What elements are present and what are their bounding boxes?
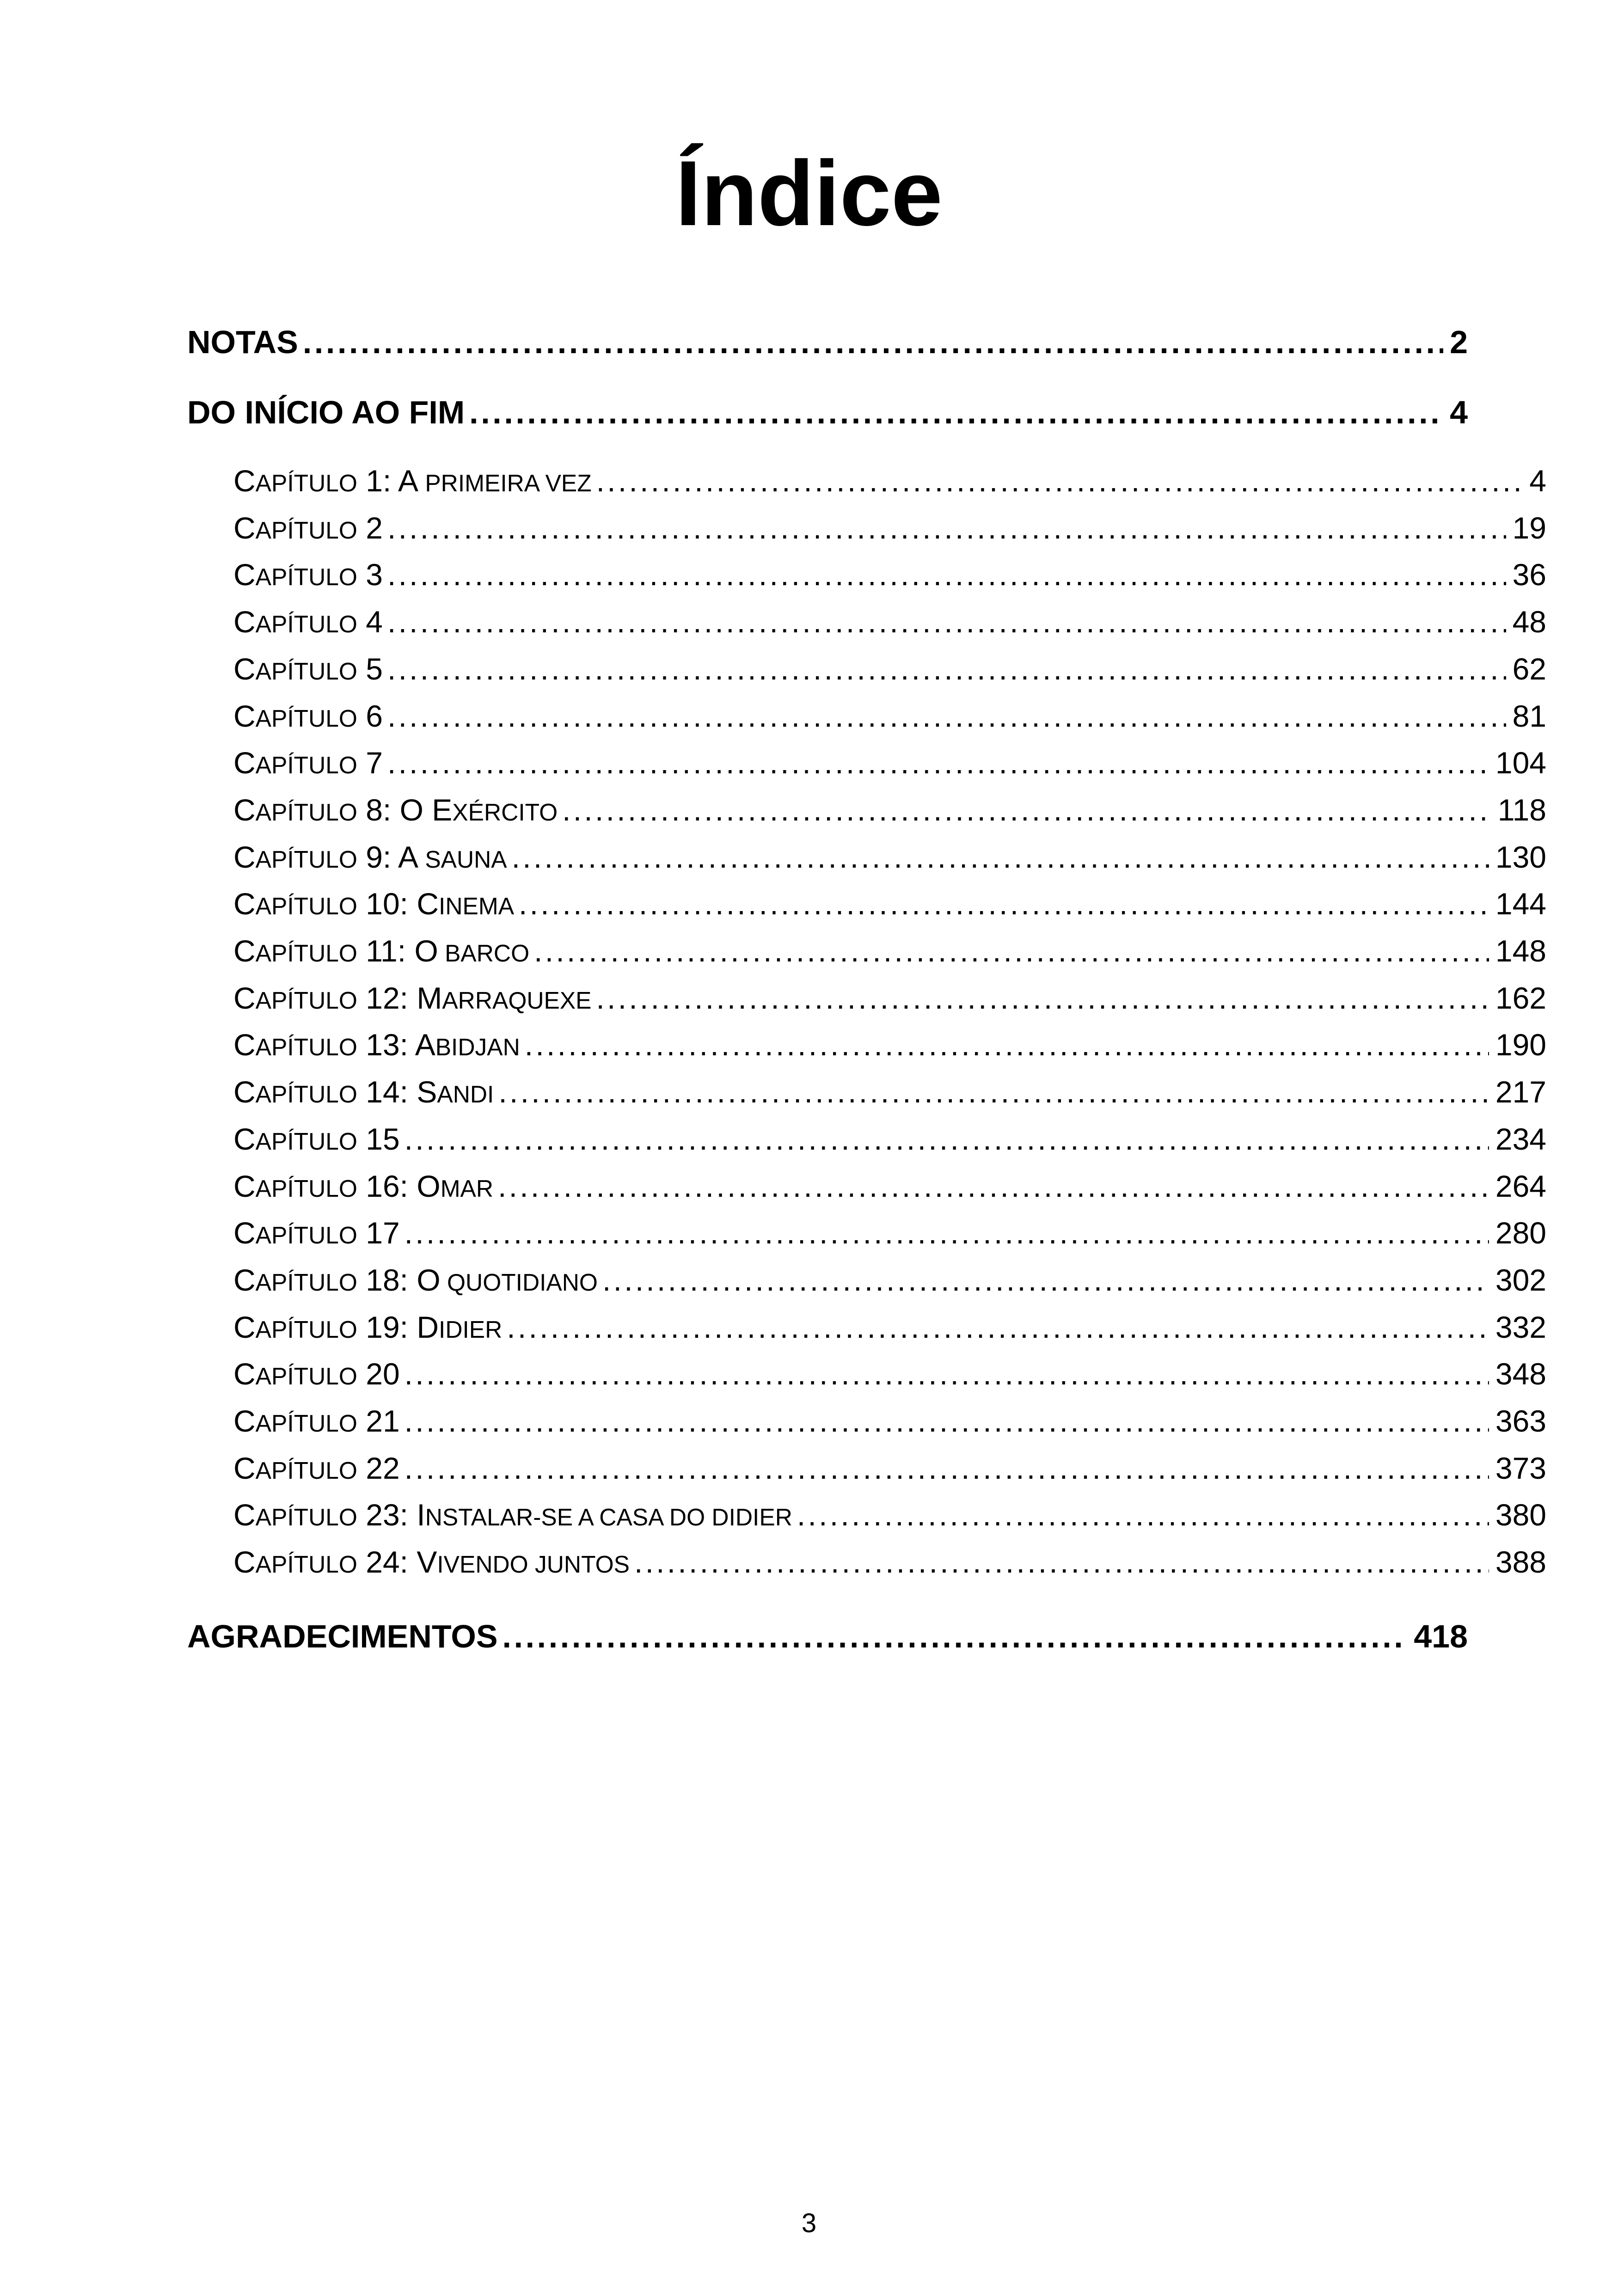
toc-chapter-label-part: 17 [357, 1216, 400, 1250]
toc-chapter-label-part: APÍTULO [255, 611, 357, 638]
toc-chapter-label-part: A [398, 464, 419, 498]
dot-leader [634, 1539, 1489, 1585]
toc-chapter-page: 280 [1495, 1216, 1546, 1250]
dot-leader [797, 1492, 1489, 1538]
toc-entry-page: 418 [1414, 1618, 1468, 1654]
toc-chapter-label-part: 21 [357, 1404, 400, 1438]
dot-leader [404, 1398, 1489, 1444]
toc-chapter-label [233, 551, 383, 600]
toc-chapter-label-part: O [417, 1169, 441, 1203]
dot-leader [534, 928, 1489, 974]
toc-chapter-label-part: 12: [357, 980, 417, 1015]
toc-chapter-page: 302 [1495, 1262, 1546, 1297]
toc-chapter-entry[interactable] [233, 551, 1546, 600]
toc-chapter-label-part: O [417, 1262, 441, 1297]
toc-chapter-label-part: D [417, 1310, 439, 1344]
dot-leader [387, 693, 1506, 739]
toc-chapter-label-part: 11: [357, 934, 415, 968]
toc-chapter-page: 264 [1495, 1169, 1546, 1203]
toc-entry-label: NOTAS [187, 324, 298, 360]
toc-chapter-label-part: APÍTULO [255, 563, 357, 591]
toc-chapter-label [233, 975, 592, 1023]
toc-chapter-label-part: APÍTULO [255, 845, 357, 873]
toc-chapter-label [233, 1492, 792, 1540]
toc-chapter-page: 190 [1495, 1028, 1546, 1062]
toc-chapter-label-part: 24: [357, 1545, 417, 1580]
toc-chapter-label-part: C [233, 510, 256, 545]
toc-chapter-label-part: 16: [357, 1169, 417, 1203]
toc-chapter-label-part: C [233, 1310, 256, 1344]
dot-leader [498, 1069, 1489, 1115]
dot-leader [507, 1304, 1489, 1350]
toc-chapter-label [233, 458, 592, 506]
toc-chapter-label [233, 1022, 520, 1070]
toc-chapter-label-part: 9: [357, 839, 398, 874]
toc-chapter-label-part: C [233, 557, 256, 592]
toc-chapter-label-part: APÍTULO [255, 704, 357, 732]
toc-chapter-label-part: C [233, 1216, 256, 1250]
toc-chapter-label-part: INEMA [439, 893, 515, 920]
toc-chapter-entry[interactable] [233, 646, 1546, 694]
toc-chapter-label-part: 3 [357, 557, 383, 592]
toc-chapter-label-part: C [233, 605, 256, 639]
dot-leader [387, 646, 1506, 692]
toc-chapter-label-part: APÍTULO [255, 1081, 357, 1108]
toc-chapter-label-part: APÍTULO [255, 1504, 357, 1531]
toc-entry-page: 4 [1450, 394, 1468, 430]
dot-leader [387, 505, 1506, 551]
toc-chapter-entry[interactable] [233, 834, 1546, 882]
toc-chapter-label [233, 1210, 400, 1258]
toc-chapter-page: 62 [1512, 651, 1546, 686]
dot-leader [469, 389, 1443, 435]
toc-chapter-label-part: 23: [357, 1498, 417, 1532]
toc-chapter-page: 118 [1497, 792, 1546, 827]
toc-chapter-label-part: APÍTULO [255, 1363, 357, 1390]
toc-chapter-entry[interactable] [233, 1351, 1546, 1399]
toc-chapter-label [233, 881, 514, 929]
toc-chapter-page: 36 [1512, 557, 1546, 592]
toc-chapter-label-part: APÍTULO [255, 516, 357, 544]
toc-chapter-label-part: C [233, 1121, 256, 1156]
toc-chapter-label-part: C [233, 887, 256, 921]
toc-chapter-label [233, 928, 529, 976]
toc-chapter-label-part: C [233, 1357, 256, 1391]
toc-chapter-page: 130 [1495, 839, 1546, 874]
toc-chapter-page: 162 [1495, 980, 1546, 1015]
toc-chapter-page: 380 [1495, 1498, 1546, 1532]
toc-chapter-label-part: C [233, 1545, 256, 1580]
dot-leader [602, 1257, 1489, 1303]
toc-chapter-label-part: C [233, 980, 256, 1015]
toc-chapter-label-part: C [233, 1262, 256, 1297]
toc-chapter-label-part: C [233, 651, 256, 686]
dot-leader [503, 1613, 1408, 1659]
toc-chapter-label-part: I [417, 1498, 425, 1532]
dot-leader [498, 1163, 1489, 1209]
toc-chapter-label [233, 834, 507, 882]
dot-leader [387, 551, 1506, 598]
toc-chapter-entry[interactable] [233, 1210, 1546, 1258]
toc-chapter-page: 217 [1495, 1075, 1546, 1109]
toc-chapter-label-part: 18: [357, 1262, 417, 1297]
toc-chapter-label-part: APÍTULO [255, 1551, 357, 1578]
toc-chapter-label-part: C [233, 792, 256, 827]
toc-chapter-entry[interactable] [233, 975, 1546, 1023]
toc-chapter-page: 4 [1529, 464, 1546, 498]
toc-chapter-label-part: C [233, 1404, 256, 1438]
toc-chapter-label-part: 13: [357, 1028, 415, 1062]
toc-chapter-label [233, 1351, 400, 1399]
dot-leader [303, 319, 1443, 365]
toc-entry-page: 2 [1450, 324, 1468, 360]
toc-chapter-label-part: 4 [357, 605, 383, 639]
toc-chapter-label-part: C [233, 698, 256, 733]
toc-chapter-label-part: 20 [357, 1357, 400, 1391]
page-title: Índice [675, 142, 943, 245]
toc-chapter-label-part: MAR [440, 1175, 494, 1202]
toc-chapter-page: 332 [1495, 1310, 1546, 1344]
toc-chapter-label [233, 646, 383, 694]
toc-chapter-label [233, 1445, 400, 1494]
toc-chapter-label-part: C [233, 746, 256, 780]
toc-chapter-page: 104 [1495, 746, 1546, 780]
toc-chapter-label [233, 1304, 502, 1353]
dot-leader [404, 1116, 1489, 1162]
toc-chapter-label [233, 787, 558, 835]
toc-chapter-entry[interactable] [233, 1116, 1546, 1164]
dot-leader [562, 787, 1491, 833]
toc-chapter-entry[interactable] [233, 1304, 1546, 1353]
toc-chapter-label-part: APÍTULO [255, 1175, 357, 1202]
toc-chapter-label-part: QUOTIDIANO [440, 1268, 598, 1296]
toc-chapter-label-part: APÍTULO [255, 986, 357, 1014]
toc-chapter-label [233, 1116, 400, 1164]
page-number: 3 [801, 2208, 817, 2238]
toc-chapter-page: 19 [1512, 510, 1546, 545]
toc-chapter-label-part: 19: [357, 1310, 417, 1344]
toc-chapter-label-part: C [233, 1028, 256, 1062]
toc-chapter-label-part: 6 [357, 698, 383, 733]
dot-leader [404, 1445, 1489, 1491]
toc-chapter-label-part: APÍTULO [255, 1034, 357, 1061]
toc-chapter-page: 388 [1495, 1545, 1546, 1580]
toc-chapter-label-part: 14: [357, 1075, 417, 1109]
toc-chapter-entry[interactable] [233, 599, 1546, 647]
toc-chapter-entry[interactable] [233, 1492, 1546, 1540]
toc-chapter-label [233, 599, 383, 647]
toc-chapter-label-part: BARCO [438, 940, 530, 967]
toc-chapter-entry[interactable] [233, 1539, 1546, 1587]
toc-chapter-page: 348 [1495, 1357, 1546, 1391]
toc-chapter-label [233, 1257, 598, 1305]
toc-chapter-entry[interactable] [233, 1398, 1546, 1446]
toc-chapter-label [233, 1069, 494, 1117]
toc-chapter-label-part: V [417, 1545, 437, 1580]
toc-entry-label: DO INÍCIO AO FIM [187, 394, 465, 430]
toc-entry-agradecimentos[interactable] [187, 1613, 1468, 1659]
dot-leader [387, 599, 1506, 645]
toc-chapter-entry[interactable] [233, 1445, 1546, 1494]
toc-chapter-entry[interactable] [233, 740, 1546, 788]
toc-chapter-label-part: APÍTULO [255, 893, 357, 920]
dot-leader [404, 1351, 1489, 1397]
toc-chapter-label-part: S [417, 1075, 437, 1109]
toc-chapter-label-part: C [233, 1169, 256, 1203]
toc-chapter-entry[interactable] [233, 1163, 1546, 1212]
toc-chapter-page: 363 [1495, 1404, 1546, 1438]
toc-chapter-label-part: APÍTULO [255, 1222, 357, 1249]
toc-chapter-label-part: IVENDO JUNTOS [437, 1551, 630, 1578]
toc-chapter-entry[interactable] [233, 1257, 1546, 1305]
dot-leader [596, 458, 1523, 504]
toc-chapter-label-part: A [415, 1028, 435, 1062]
toc-chapter-label [233, 1539, 630, 1587]
toc-chapter-label-part: C [233, 1075, 256, 1109]
dot-leader [512, 834, 1489, 880]
toc-chapter-label-part: O [414, 934, 438, 968]
toc-chapter-label-part: XÉRCITO [452, 798, 558, 826]
toc-chapter-label-part: APÍTULO [255, 1127, 357, 1155]
toc-entry-notas[interactable] [187, 319, 1468, 365]
toc-chapter-label-part: C [233, 464, 256, 498]
toc-chapter-label-part: APÍTULO [255, 798, 357, 826]
toc-chapter-page: 81 [1512, 698, 1546, 733]
dot-leader [519, 881, 1489, 927]
dot-leader [596, 975, 1489, 1021]
dot-leader [404, 1210, 1489, 1256]
toc-chapter-page: 144 [1495, 887, 1546, 921]
toc-chapter-page: 148 [1495, 934, 1546, 968]
toc-entry-inicio[interactable] [187, 389, 1468, 435]
toc-chapter-label-part: C [233, 839, 256, 874]
toc-chapter-label-part: C [233, 934, 256, 968]
toc-chapter-label-part: APÍTULO [255, 1316, 357, 1343]
toc-chapter-entry[interactable] [233, 505, 1546, 553]
toc-chapter-label-part: 7 [357, 746, 383, 780]
toc-chapter-entry[interactable] [233, 928, 1546, 976]
toc-chapter-label-part: C [233, 1498, 256, 1532]
toc-chapter-label-part: ANDI [437, 1081, 494, 1108]
toc-chapter-label [233, 693, 383, 741]
toc-chapter-entry[interactable] [233, 1022, 1546, 1070]
toc-chapter-label-part: 10: [357, 887, 417, 921]
toc-chapter-label-part: APÍTULO [255, 940, 357, 967]
toc-chapter-page: 373 [1495, 1451, 1546, 1485]
toc-chapter-label-part: BIDJAN [435, 1034, 520, 1061]
toc-chapter-label-part: ARRAQUEXE [442, 986, 592, 1014]
dot-leader [387, 740, 1489, 786]
toc-chapter-page: 48 [1512, 605, 1546, 639]
toc-chapter-label-part: IDIER [439, 1316, 503, 1343]
toc-chapter-label-part: 5 [357, 651, 383, 686]
toc-chapter-label-part: PRIMEIRA VEZ [418, 470, 592, 496]
toc-chapter-label [233, 740, 383, 788]
toc-chapter-label-part: APÍTULO [255, 1457, 357, 1484]
toc-chapter-entry[interactable] [233, 881, 1546, 929]
toc-chapter-label-part: APÍTULO [255, 657, 357, 685]
toc-chapter-entry[interactable] [233, 693, 1546, 741]
toc-chapter-label-part: O E [399, 792, 453, 827]
toc-chapter-label-part: 2 [357, 510, 383, 545]
toc-chapter-label-part: APÍTULO [255, 1268, 357, 1296]
toc-entry-label: AGRADECIMENTOS [187, 1618, 498, 1654]
toc-chapter-label-part: APÍTULO [255, 752, 357, 779]
toc-chapter-label-part: APÍTULO [255, 470, 357, 496]
toc-chapter-label [233, 1163, 493, 1212]
toc-chapter-entry[interactable] [233, 458, 1546, 506]
toc-chapter-label-part: 8: [357, 792, 400, 827]
toc-chapter-label-part: APÍTULO [255, 1410, 357, 1437]
toc-chapter-label-part: C [417, 887, 439, 921]
toc-chapter-label-part: SAUNA [418, 845, 507, 873]
toc-chapter-label [233, 505, 383, 553]
toc-chapter-page: 234 [1495, 1121, 1546, 1156]
dot-leader [525, 1022, 1489, 1068]
toc-chapter-label-part: A [398, 839, 419, 874]
toc-chapter-label-part: 1: [357, 464, 398, 498]
toc-chapter-entry[interactable] [233, 787, 1546, 835]
toc-chapter-entry[interactable] [233, 1069, 1546, 1117]
toc-chapter-label-part: C [233, 1451, 256, 1485]
toc-chapter-label-part: NSTALAR-SE A CASA DO DIDIER [425, 1504, 792, 1531]
toc-chapter-label [233, 1398, 400, 1446]
toc-chapter-label-part: 15 [357, 1121, 400, 1156]
toc-chapter-label-part: M [417, 980, 442, 1015]
toc-chapter-label-part: 22 [357, 1451, 400, 1485]
